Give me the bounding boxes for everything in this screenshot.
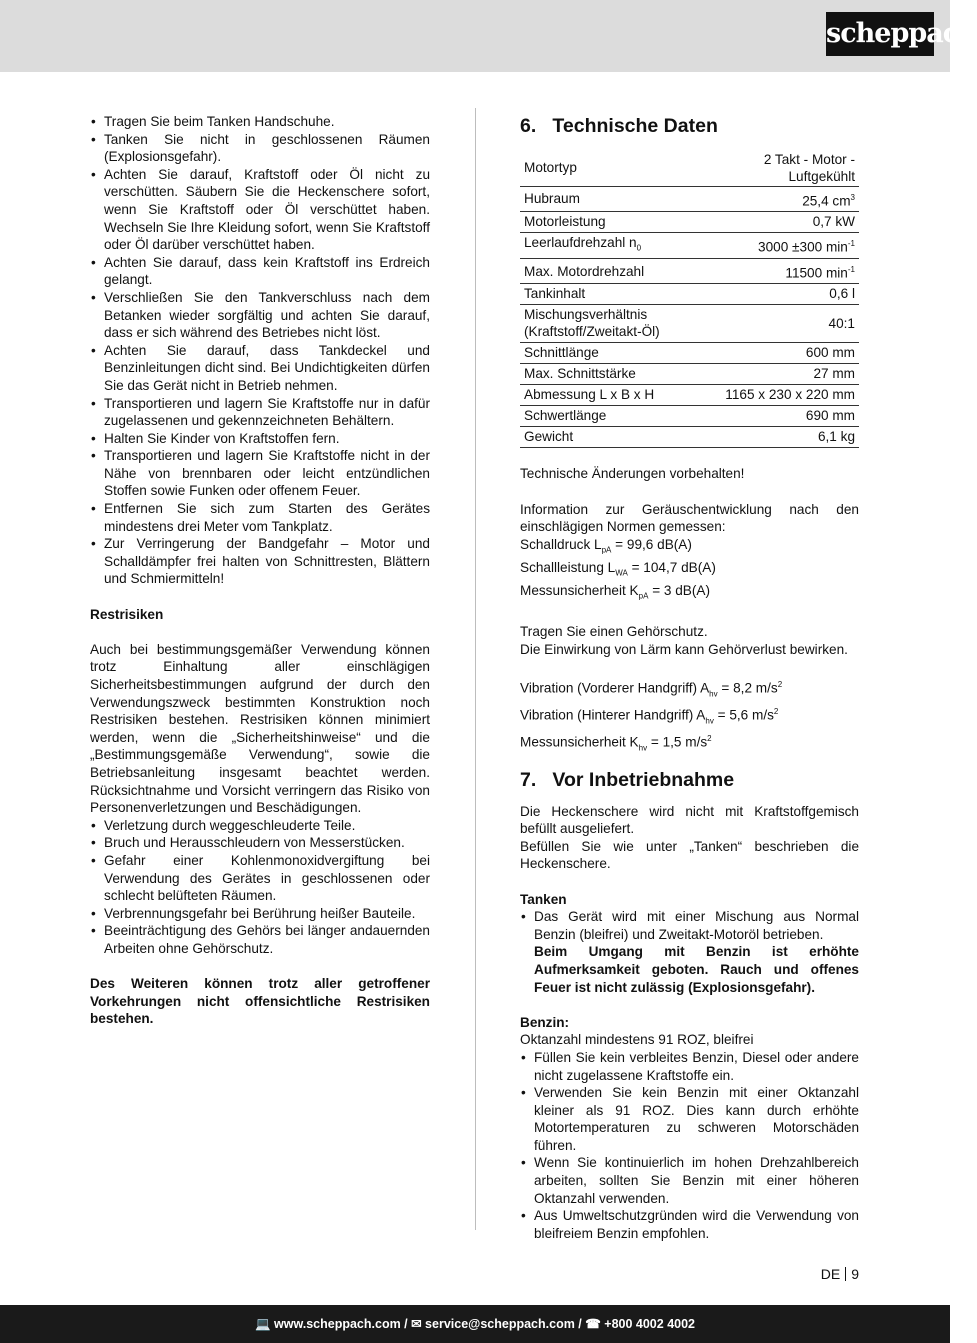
list-item: • Verschließen Sie den Tankverschluss nach dem Betanken wieder sorgfältig und achten Sie darauf, dass er sich während des Betriebes nicht löst. xyxy=(90,289,430,342)
table-row xyxy=(520,384,859,405)
table-value: 1165 x 230 x 220 mm xyxy=(698,384,859,405)
table-label: Leerlaufdrehzahl $n_0$ xyxy=(520,232,698,259)
restrisiken-heading: Restrisiken xyxy=(90,606,164,622)
vibration-line: Messunsicherheit $K_{hv} = 1,5$ $m/s^2$ xyxy=(520,733,712,752)
changes-note: Technische Änderungen vorbehalten! xyxy=(520,466,745,482)
noise-line: Messunsicherheit $K_{pA} = 3$ dB(A) xyxy=(520,583,710,602)
table-row xyxy=(520,283,859,304)
table-label: Tankinhalt xyxy=(520,283,698,304)
list-item: • Verbrennungsgefahr bei Berührung heißer Bauteile. xyxy=(90,905,430,923)
page-header xyxy=(0,0,977,72)
list-item: • Aus Umweltschutzgründen wird die Verwendung von bleifreiem Benzin empfohlen. xyxy=(520,1207,859,1242)
table-value: 25,4 $cm^3$ xyxy=(698,187,859,212)
right-column xyxy=(520,113,859,1242)
table-row xyxy=(520,426,859,447)
fuel-safety-list xyxy=(90,113,430,588)
table-row xyxy=(520,405,859,426)
noise-line: Schallleistung $L_{WA} = 104,7$ dB(A) xyxy=(520,560,716,578)
list-item: • Transportieren und lagern Sie Kraftstoffe nur in dafür zugelassenen und gekennzeichneten Behältern. xyxy=(90,395,430,430)
page-language: DE xyxy=(820,1266,841,1282)
technical-data-table xyxy=(520,149,859,448)
table-row xyxy=(520,304,859,342)
hearing-protection-note: Tragen Sie einen Gehörschutz. xyxy=(520,624,708,640)
table-label: Schwertlänge xyxy=(520,405,698,426)
list-item: • Zur Verringerung der Bandgefahr – Motor und Schalldämpfer frei halten von Schnittresten, Blättern und Schmiermitteln! xyxy=(90,535,430,588)
table-row xyxy=(520,342,859,363)
table-value: 0,6 l xyxy=(698,283,859,304)
table-value: 27 mm xyxy=(698,363,859,384)
table-label: Abmessung L x B x H xyxy=(520,384,698,405)
section-title: Vor Inbetriebnahme xyxy=(552,768,735,791)
table-value: 6,1 kg xyxy=(698,426,859,447)
table-label: Motorleistung xyxy=(520,211,698,232)
list-item: • Wenn Sie kontinuierlich im hohen Drehzahlbereich arbeiten, sollten Sie Benzin mit einer höheren Oktanzahl verwenden. xyxy=(520,1154,859,1207)
page-number xyxy=(821,1266,859,1282)
risk-list xyxy=(90,817,430,958)
page-footer xyxy=(0,1305,950,1343)
table-value: 40:1 xyxy=(698,304,859,342)
delivery-note: Die Heckenschere wird nicht mit Kraftstoffgemisch befüllt ausgeliefert. xyxy=(520,803,859,837)
benzin-list xyxy=(520,1049,859,1243)
noise-intro: Information zur Geräuschentwicklung nach den einschlägigen Normen gemessen: xyxy=(520,501,859,535)
scheppach-logo: scheppach xyxy=(826,12,934,56)
table-label: Max. Schnittstärke xyxy=(520,363,698,384)
table-value: 0,7 kW xyxy=(698,211,859,232)
hearing-loss-note: Die Einwirkung von Lärm kann Gehörverlust bewirken. xyxy=(520,641,848,657)
table-label: Hubraum xyxy=(520,187,698,212)
table-row xyxy=(520,363,859,384)
tanken-warning: Beim Umgang mit Benzin ist erhöhte Aufmerksamkeit geboten. Rauch und offenes Feuer ist nicht zulässig (Explosionsgefahr). xyxy=(534,944,859,995)
table-row xyxy=(520,232,859,259)
list-item: • Tanken Sie nicht in geschlossenen Räumen (Explosionsgefahr). xyxy=(90,131,430,166)
table-label: Mischungsverhältnis (Kraftstoff/Zweitakt-Öl) xyxy=(520,304,698,342)
tanken-list xyxy=(520,908,859,996)
left-column xyxy=(90,113,430,1028)
table-row xyxy=(520,211,859,232)
restrisiken-text: Auch bei bestimmungsgemäßer Verwendung können trotz Einhaltung aller einschlägigen Sicherheitsbestimmungen aufgrund der durch den Verwendungszweck bestimmten Konstruktion noch Restrisiken bestehen. Restrisiken können minimiert werden, wenn die „Sicherheitshinweise“ und die „Bestimmungsgemäße Verwendung“, sowie die Betriebsanleitung insgesamt beachtet werden. Rücksichtnahme und Vorsicht verringern das Risiko von Personenverletzungen und Beschädigungen. xyxy=(90,641,430,816)
table-row xyxy=(520,259,859,284)
column-divider xyxy=(475,108,476,1230)
octane-line: Oktanzahl mindestens 91 ROZ, bleifrei xyxy=(520,1032,754,1048)
list-item: • Achten Sie darauf, dass kein Kraftstoff ins Erdreich gelangt. xyxy=(90,254,430,289)
filling-note: Befüllen Sie wie unter „Tanken“ beschrieben die Heckenschere. xyxy=(520,838,859,872)
list-item: • Verletzung durch weggeschleuderte Teile. xyxy=(90,817,430,835)
section-6-heading xyxy=(520,113,859,139)
table-value: 600 mm xyxy=(698,342,859,363)
list-item: • Tragen Sie beim Tanken Handschuhe. xyxy=(90,113,430,131)
list-item: • Bruch und Herausschleudern von Messerstücken. xyxy=(90,834,430,852)
table-label: Schnittlänge xyxy=(520,342,698,363)
residual-risk-note: Des Weiteren können trotz aller getroffener Vorkehrungen nicht offensichtliche Restrisiken bestehen. xyxy=(90,976,430,1027)
section-title: Technische Daten xyxy=(552,115,718,137)
table-value: 2 Takt - Motor - Luftgekühlt xyxy=(698,149,859,187)
list-item: • Achten Sie darauf, dass Tankdeckel und Benzinleitungen dicht sind. Bei Undichtigkeiten dürfen Sie das Gerät nicht in Betrieb nehmen. xyxy=(90,342,430,395)
table-row xyxy=(520,149,859,187)
tanken-heading: Tanken xyxy=(520,891,567,907)
vibration-line: Vibration (Hinterer Handgriff) $A_{hv} = 5,6$ $m/s^2$ xyxy=(520,706,779,726)
page-number-value: 9 xyxy=(851,1266,859,1282)
section-number: 6. xyxy=(520,115,537,137)
table-label: Max. Motordrehzahl xyxy=(520,259,698,284)
section-number: 7. xyxy=(520,768,537,791)
list-item: • Das Gerät wird mit einer Mischung aus Normal Benzin (bleifrei) und Zweitakt-Motoröl betrieben. Beim Umgang mit Benzin ist erhöhte Aufmerksamkeit geboten. Rauch und offenes Feuer ist nicht zulässig (Explosionsgefahr). xyxy=(520,908,859,996)
list-item: • Entfernen Sie sich zum Starten des Gerätes mindestens drei Meter vom Tankplatz. xyxy=(90,500,430,535)
table-row xyxy=(520,187,859,212)
table-value: 690 mm xyxy=(698,405,859,426)
section-7-heading xyxy=(520,767,859,793)
vibration-line: Vibration (Vorderer Handgriff) $A_{hv} = 8,2$ $m/s^2$ xyxy=(520,680,783,699)
table-value: 11500 $\min^{-1}$ xyxy=(698,259,859,284)
footer-contact: 💻 www.scheppach.com / ✉ service@scheppach.com / ☎ +800 4002 4002 xyxy=(255,1317,695,1331)
list-item: • Beeinträchtigung des Gehörs bei länger andauernden Arbeiten ohne Gehörschutz. xyxy=(90,922,430,957)
list-item: • Halten Sie Kinder von Kraftstoffen fern. xyxy=(90,430,430,448)
list-item: • Verwenden Sie kein Benzin mit einer Oktanzahl kleiner als 91 ROZ. Dies kann durch erhöhte Motortemperaturen zu schweren Motorschäden führen. xyxy=(520,1084,859,1154)
table-label: Motortyp xyxy=(520,149,698,187)
table-value: 3000 ±300 $\min^{-1}$ xyxy=(698,232,859,259)
list-item: • Gefahr einer Kohlenmonoxidvergiftung bei Verwendung des Gerätes in geschlossenen oder schlecht belüfteten Räumen. xyxy=(90,852,430,905)
list-item: • Füllen Sie kein verbleites Benzin, Diesel oder andere nicht zugelassene Kraftstoffe ein. xyxy=(520,1049,859,1084)
list-item: • Transportieren und lagern Sie Kraftstoffe nicht in der Nähe von brennbaren oder leicht entzündlichen Stoffen sowie Funken oder offenem Feuer. xyxy=(90,447,430,500)
list-item: • Achten Sie darauf, Kraftstoff oder Öl nicht zu verschütten. Säubern Sie die Heckenschere sofort, wenn Sie Kraftstoff oder Öl verschüttet haben. Wechseln Sie Ihre Kleidung sofort, wenn Sie Kraftstoff oder Öl darüber verschüttet haben. xyxy=(90,166,430,254)
noise-line: Schalldruck $L_{pA} = 99,6$ dB(A) xyxy=(520,536,692,555)
benzin-heading: Benzin: xyxy=(520,1014,570,1030)
table-label: Gewicht xyxy=(520,426,698,447)
